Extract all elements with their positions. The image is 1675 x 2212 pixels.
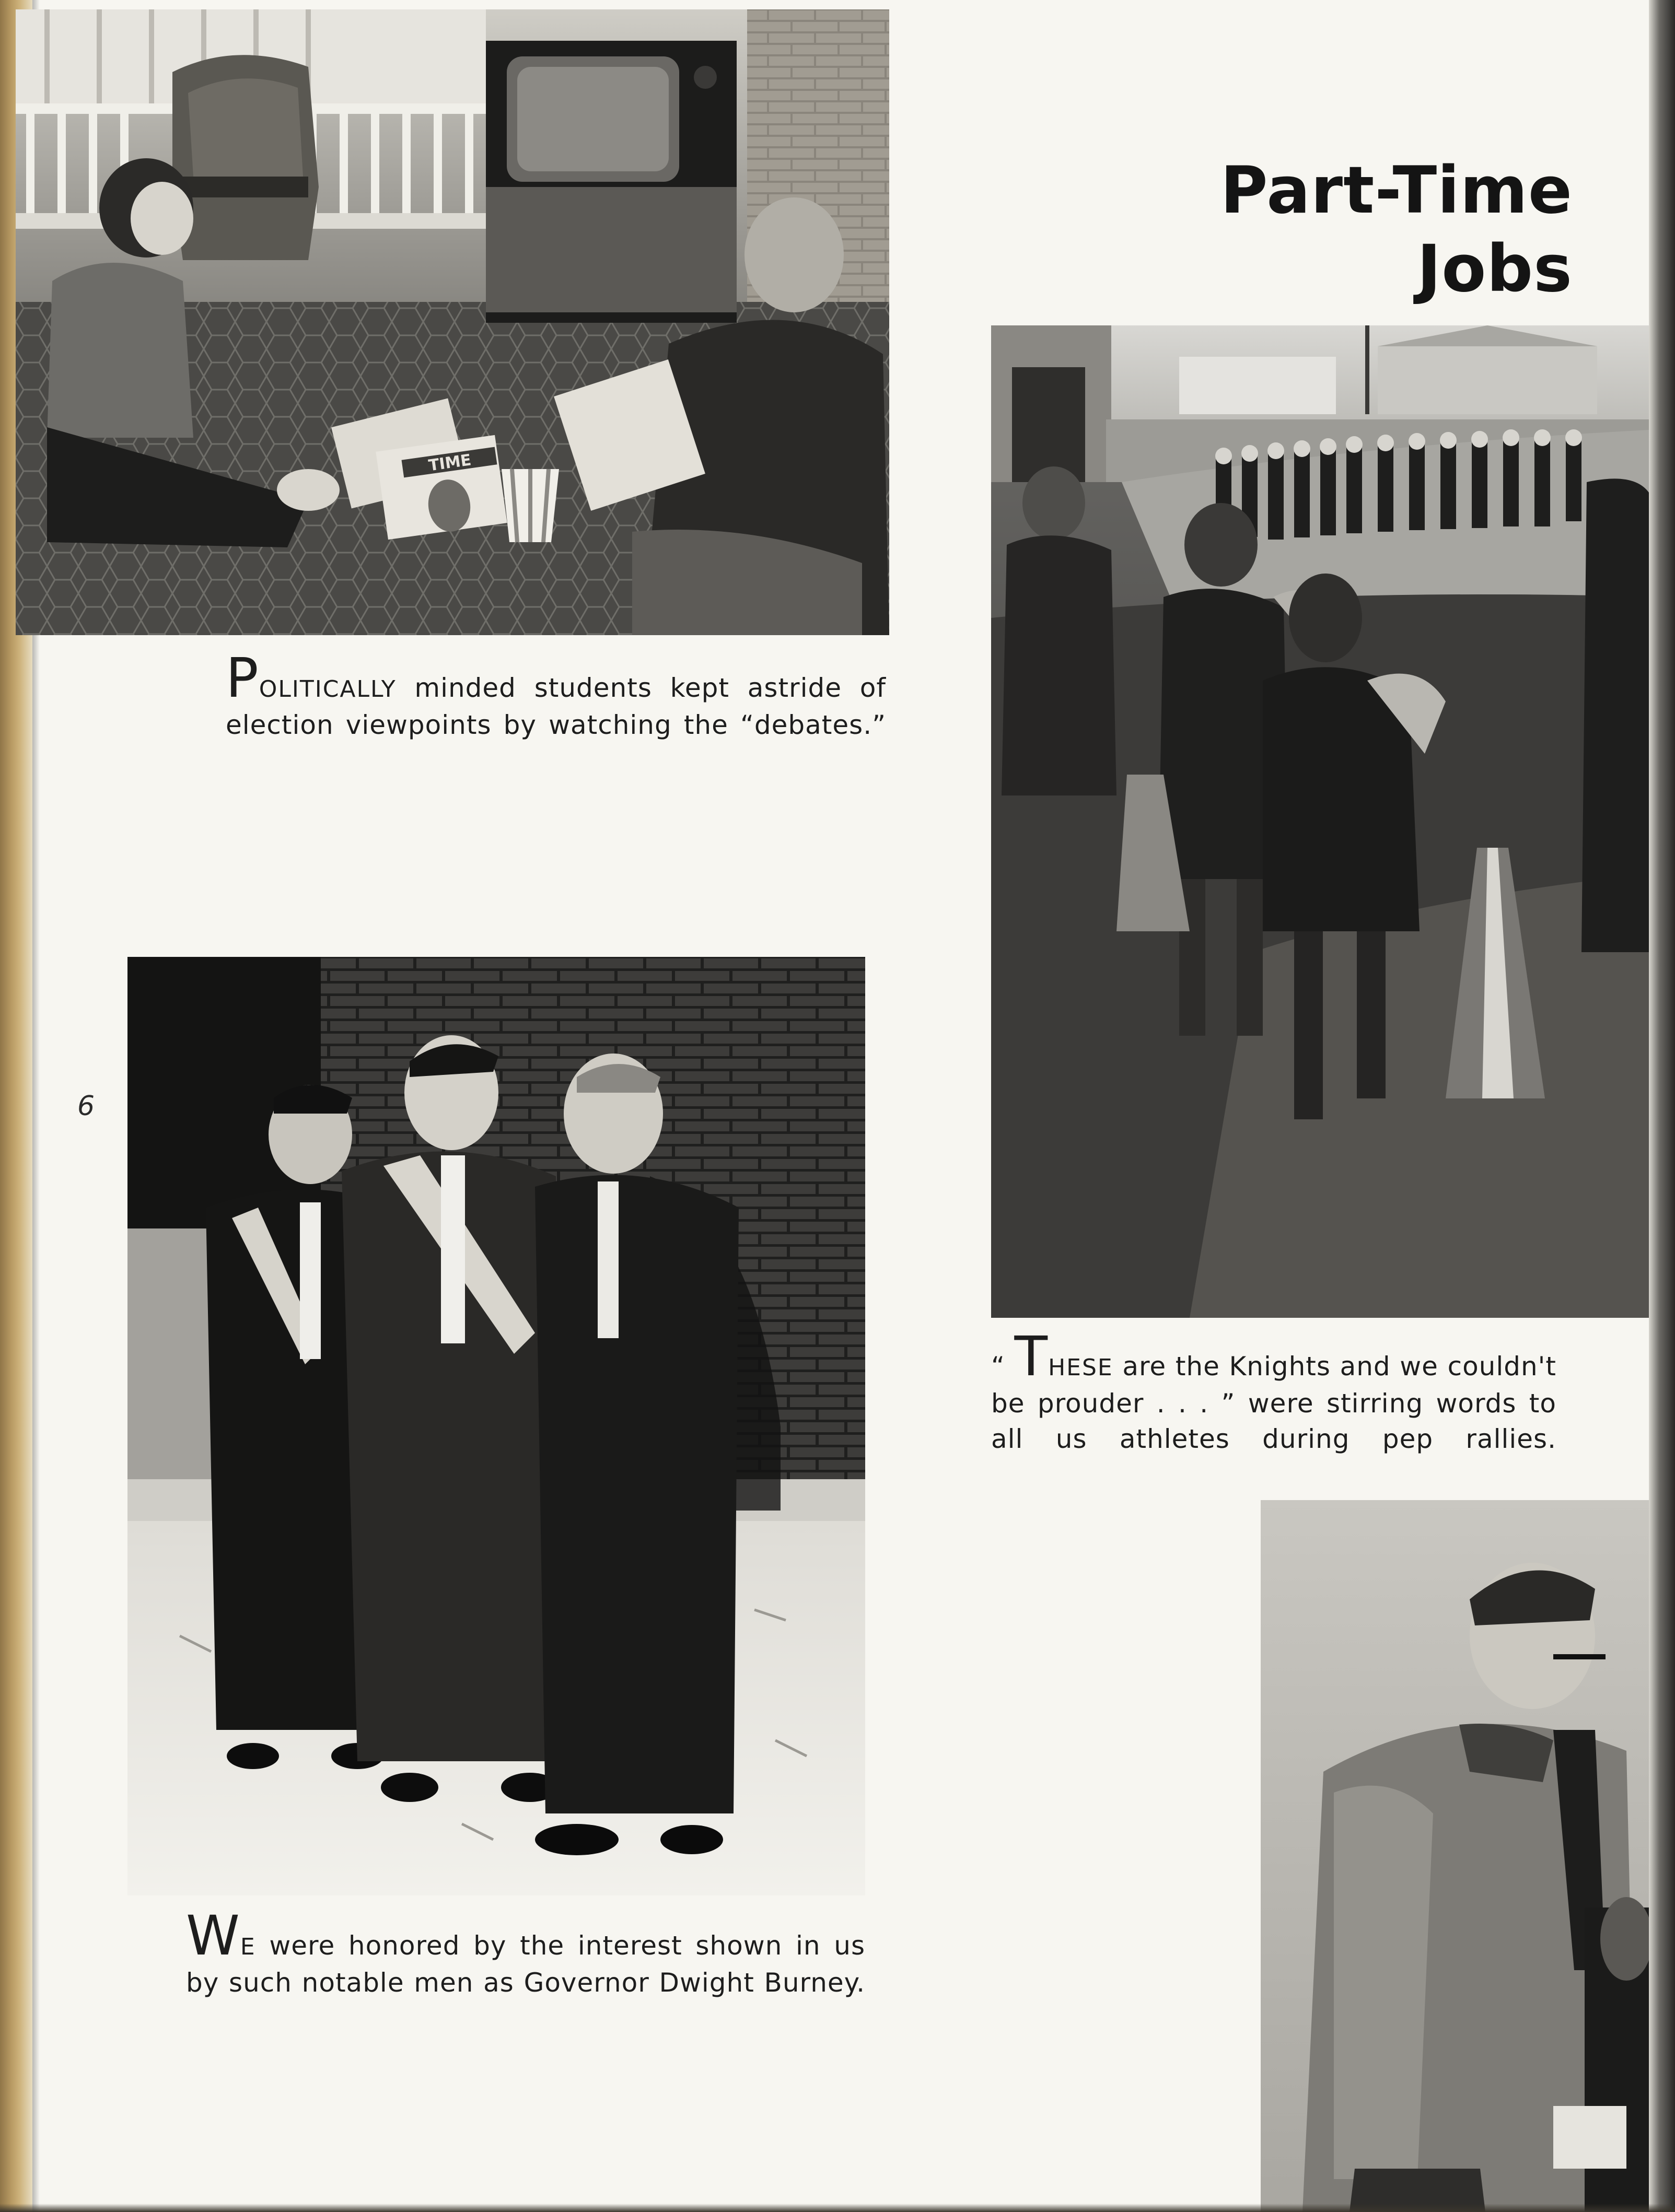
caption-rally-initial: T xyxy=(1014,1325,1049,1388)
caption-honor-text: were honored by the interest shown in us by such notable men as Governor Dwight Burney. xyxy=(186,1930,865,1998)
magazine-title: TIME xyxy=(427,451,473,475)
caption-debate-initial: P xyxy=(226,646,259,710)
caption-debate-lead: OLITICALLY xyxy=(259,676,397,703)
photo-student-working xyxy=(1261,1500,1649,2212)
caption-honor-initial: W xyxy=(186,1904,240,1968)
caption-honor xyxy=(186,1904,865,2000)
caption-rally-text: are the Knights and we couldn't be prouder . . . ” were stirring words to all us athletes during pep rallies. xyxy=(991,1351,1557,1454)
caption-rally-lead: HESE xyxy=(1048,1354,1113,1381)
page-bottom-edge xyxy=(0,2204,1675,2212)
caption-rally-open-quote: “ xyxy=(991,1351,1015,1382)
caption-honor-lead: E xyxy=(240,1934,256,1960)
page-title: Part-Time Jobs xyxy=(1220,153,1573,307)
page-gutter-edge xyxy=(1649,0,1675,2212)
photo-pep-rally xyxy=(991,325,1649,1318)
photo-students-watching-debate xyxy=(16,9,889,635)
photo-students-with-governor xyxy=(127,957,865,1895)
page-number: 6 xyxy=(77,1091,95,1122)
caption-debate-text: minded students kept astride of election viewpoints by watching the “debates.” xyxy=(226,673,886,740)
caption-debate xyxy=(226,646,886,743)
caption-rally xyxy=(991,1325,1557,1457)
